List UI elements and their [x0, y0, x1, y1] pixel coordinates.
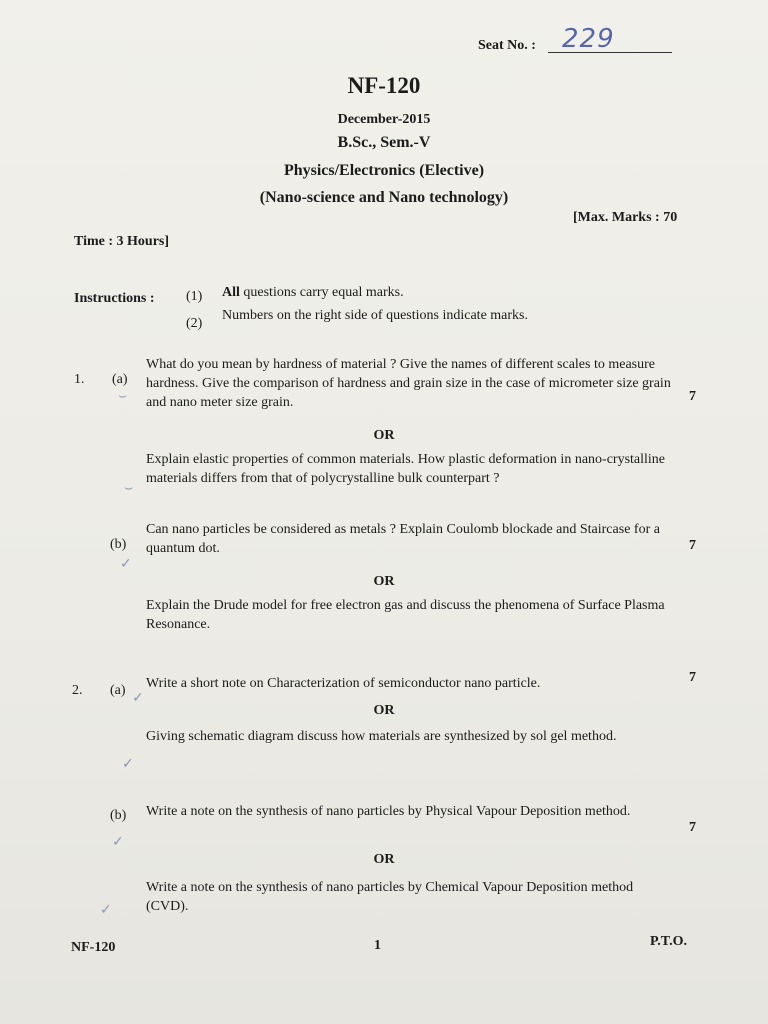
pencil-tick-icon: ✓ [100, 902, 112, 918]
question-number: 2. [72, 683, 83, 698]
instruction-text: Numbers on the right side of questions indicate marks. [222, 308, 528, 323]
sub-question-label: (b) [110, 537, 127, 552]
page-number: 1 [374, 938, 381, 953]
paper-name: (Nano-science and Nano technology) [259, 189, 509, 206]
pencil-tick-icon: ✓ [120, 556, 132, 572]
sub-question-label: (a) [112, 372, 128, 387]
question-number: 1. [74, 372, 85, 387]
sub-question-label: (b) [110, 808, 127, 823]
max-marks: [Max. Marks : 70 [573, 210, 678, 225]
instruction-number: (2) [186, 316, 203, 331]
question-alt-text: Explain elastic properties of common materials. How plastic deformation in nano-crystalline materials differs from that of polycrystalline bulk counterpart ? [146, 452, 666, 486]
instruction-number: (1) [186, 289, 203, 304]
seat-number-value: 229 [562, 24, 615, 54]
pencil-tick-icon: ⌣ [124, 480, 134, 496]
instructions-heading: Instructions : [74, 291, 155, 306]
exam-date: December-2015 [337, 112, 431, 127]
question-marks: 7 [689, 538, 696, 553]
pencil-tick-icon: ⌣ [118, 388, 128, 404]
course-name: B.Sc., Sem.-V [337, 134, 431, 151]
question-marks: 7 [689, 670, 696, 685]
question-alt-text: Giving schematic diagram discuss how materials are synthesized by sol gel method. [146, 729, 617, 744]
or-label: OR [373, 852, 395, 867]
pencil-tick-icon: ✓ [132, 690, 144, 706]
instruction-bold-word: All [222, 285, 240, 300]
time-allowed: Time : 3 Hours] [74, 234, 170, 249]
question-text: Write a note on the synthesis of nano particles by Physical Vapour Deposition method. [146, 804, 631, 819]
sub-question-label: (a) [110, 683, 126, 698]
question-alt-text: Explain the Drude model for free electron gas and discuss the phenomena of Surface Plasma Resonance. [146, 598, 665, 632]
or-label: OR [373, 703, 395, 718]
question-marks: 7 [689, 389, 696, 404]
seat-number-label: Seat No. : [478, 38, 536, 53]
question-text: Write a short note on Characterization of semiconductor nano particle. [146, 676, 541, 691]
or-label: OR [373, 574, 395, 589]
seat-number-line [548, 52, 672, 53]
question-marks: 7 [689, 820, 696, 835]
question-text: Can nano particles be considered as metals ? Explain Coulomb blockade and Staircase for a quantum dot. [146, 522, 660, 556]
or-label: OR [373, 428, 395, 443]
pencil-tick-icon: ✓ [122, 756, 134, 772]
footer-paper-code: NF-120 [71, 940, 116, 955]
instruction-text [222, 285, 404, 301]
page-turn-over: P.T.O. [650, 934, 687, 949]
subject-name: Physics/Electronics (Elective) [283, 162, 485, 179]
question-text: What do you mean by hardness of material ? Give the names of different scales to measure hardness. Give the comparison of hardness and grain size in the case of micrometer size grain and nano meter size grain. [146, 357, 671, 410]
pencil-tick-icon: ✓ [112, 834, 124, 850]
question-alt-text: Write a note on the synthesis of nano particles by Chemical Vapour Deposition method (CVD). [146, 880, 634, 914]
instruction-text-rest: questions carry equal marks. [243, 285, 404, 300]
paper-code-title: NF-120 [347, 73, 421, 98]
